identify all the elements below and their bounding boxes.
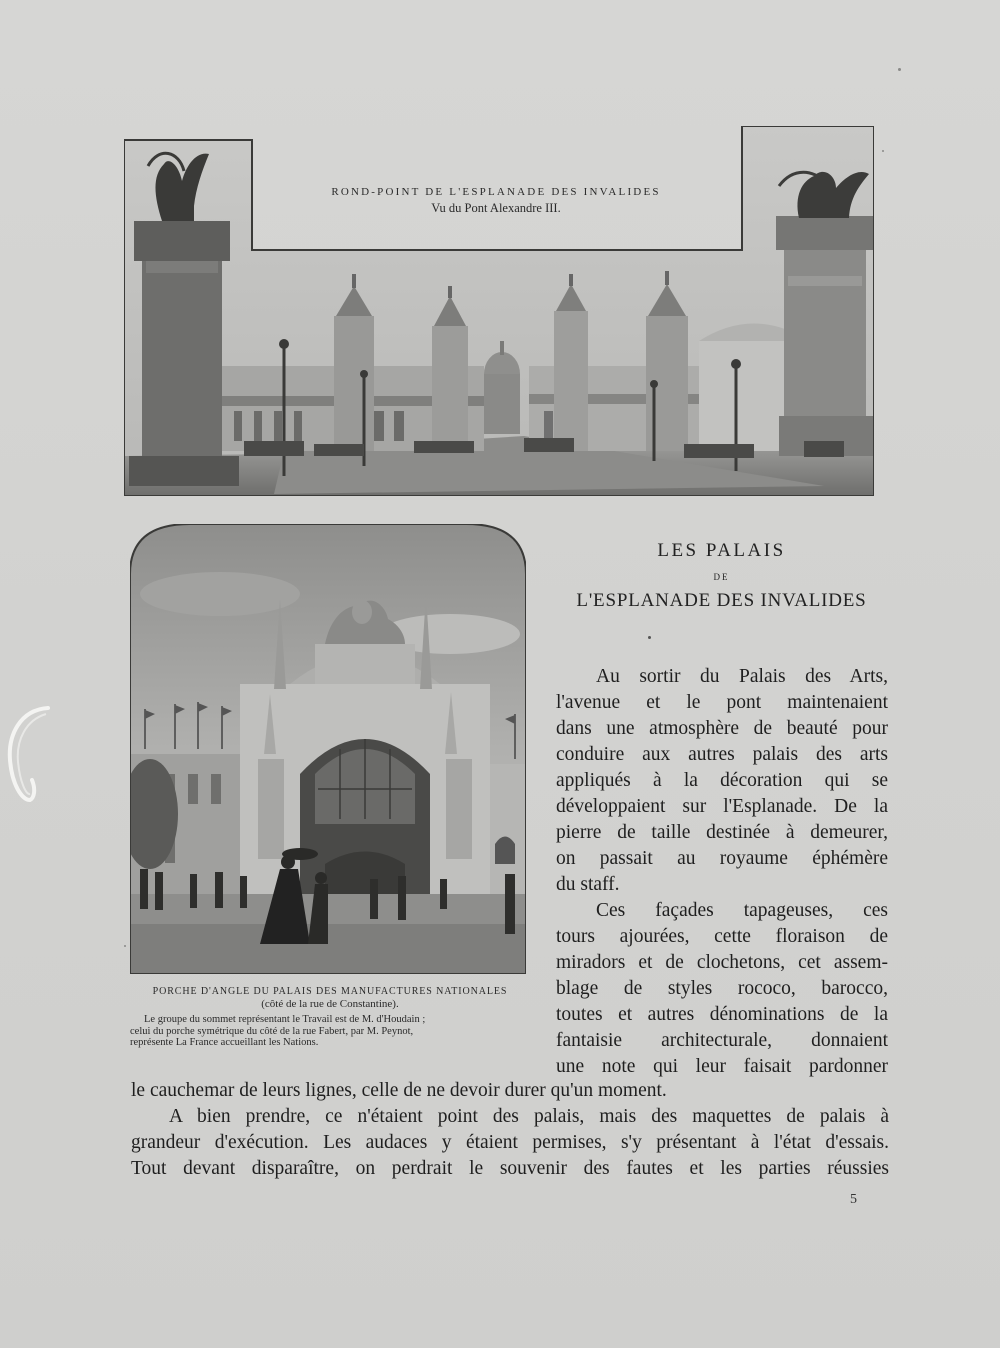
body-line: dans une atmosphère de beauté pour (556, 718, 888, 739)
chapter-heading (555, 540, 888, 612)
heading-line-1: LES PALAIS (657, 540, 786, 561)
body-line: le cauchemar de leurs lignes, celle de ne devoir durer qu'un moment. (131, 1080, 667, 1101)
body-line: appliqués à la décoration qui se (556, 770, 888, 791)
body-line: conduire aux autres palais des arts (556, 744, 888, 765)
body-line: Tout devant disparaître, on perdrait le souvenir des fautes et les parties réussies (131, 1158, 889, 1179)
heading-ornament-dot (648, 636, 651, 639)
body-line: développaient sur l'Esplanade. De la (556, 796, 888, 817)
top-photo-caption-subtitle: Vu du Pont Alexandre III. (431, 201, 561, 215)
body-line: miradors et de clochetons, cet assem- (556, 952, 888, 973)
body-line: A bien prendre, ce n'étaient point des palais, mais des maquettes de palais à (169, 1106, 889, 1127)
heading-line-2: DE (713, 572, 730, 582)
top-photo-caption-title: ROND-POINT DE L'ESPLANADE DES INVALIDES (331, 186, 661, 198)
body-line: tours ajourées, cette floraison de (556, 926, 888, 947)
body-line: une note qui leur faisait pardonner (556, 1056, 888, 1077)
top-photo-caption (252, 186, 740, 216)
caption-note-line: celui du porche symétrique du côté de la rue Fabert, par M. Peynot, (130, 1025, 414, 1037)
body-text-full-width (131, 1078, 889, 1182)
body-line: Ces façades tapageuses, ces (596, 900, 888, 921)
caption-note-line: représente La France accueillant les Nations. (130, 1037, 319, 1048)
body-line: on passait au royaume éphémère (556, 848, 888, 869)
body-text-right-column (556, 664, 888, 1080)
paper-speck (898, 68, 901, 71)
body-line: Au sortir du Palais des Arts, (596, 666, 888, 687)
body-line: fantaisie architecturale, donnaient (556, 1030, 888, 1051)
left-photo-caption (130, 986, 530, 1049)
esplanade-rond-point-photo (124, 126, 874, 496)
body-line: blage de styles rococo, barocco, (556, 978, 888, 999)
body-line: toutes et autres dénominations de la (556, 1004, 888, 1025)
page-number: 5 (850, 1192, 857, 1207)
caption-note-line: Le groupe du sommet représentant le Travail est de M. d'Houdain ; (144, 1014, 426, 1025)
paper-speck (124, 945, 126, 947)
left-photo-caption-title: PORCHE D'ANGLE DU PALAIS DES MANUFACTURES NATIONALES (152, 986, 508, 997)
paper-speck (882, 150, 884, 152)
left-photo-caption-note (130, 1014, 530, 1049)
porche-manufactures-photo (130, 524, 526, 974)
left-photo-caption-subtitle: (côté de la rue de Constantine). (261, 998, 399, 1010)
body-line: pierre de taille destinée à demeurer, (556, 822, 888, 843)
body-line: du staff. (556, 874, 620, 895)
binding-thread (0, 700, 50, 810)
body-line: l'avenue et le pont maintenaient (556, 692, 888, 713)
body-line: grandeur d'exécution. Les audaces y étaient permises, s'y présentant à l'état d'essais. (131, 1132, 889, 1153)
heading-line-3: L'ESPLANADE DES INVALIDES (576, 590, 867, 611)
